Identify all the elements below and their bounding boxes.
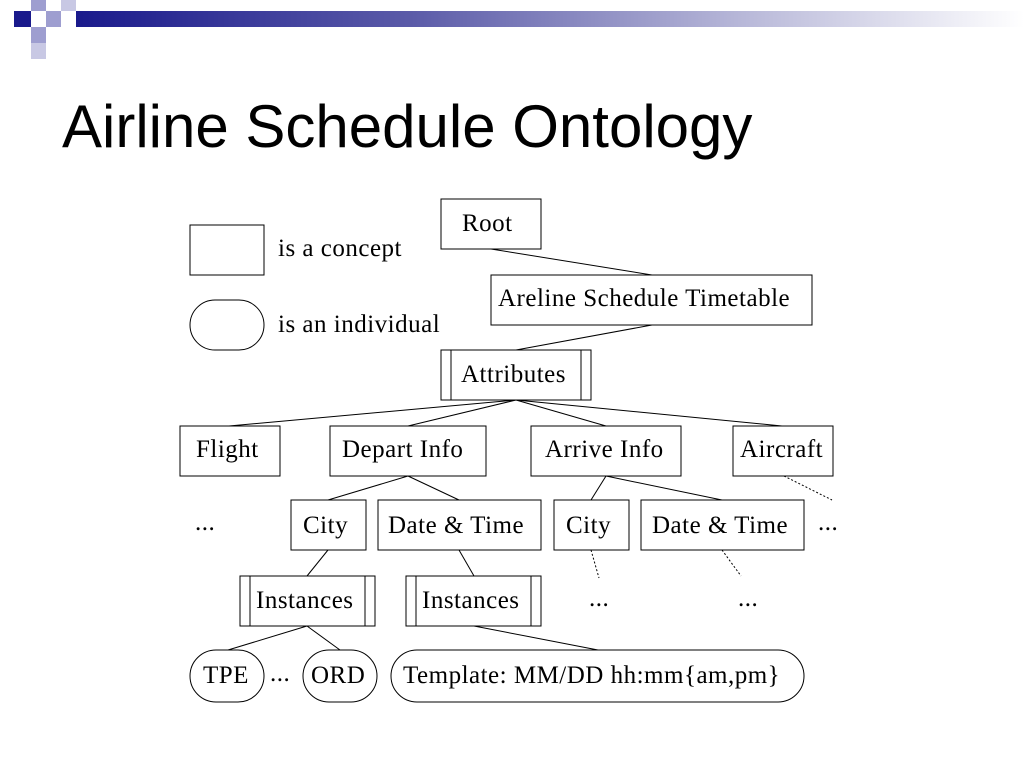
individual-tpe-label: TPE [203,662,249,689]
edge-instances-template [474,626,598,650]
node-depart-city-label: City [303,512,349,539]
node-attributes-label: Attributes [461,361,566,388]
node-instances-city-label: Instances [256,587,354,614]
node-flight-label: Flight [196,436,259,463]
edge-timetable-attributes [516,325,652,350]
edge-datetime-instances [459,550,474,576]
legend-individual-label: is an individual [278,311,441,338]
node-depart-info-label: Depart Info [342,436,464,463]
dotted-edge-aircraft [784,476,832,500]
node-instances-datetime-label: Instances [422,587,520,614]
node-depart-datetime-label: Date & Time [388,512,525,539]
legend-individual-shape [190,300,264,350]
node-arrive-datetime-label: Date & Time [652,512,789,539]
edge-city-instances [307,550,328,576]
edge-arrive-datetime [606,476,722,500]
edge-depart-city [328,476,408,500]
ellipsis-under-arrive-city: ... [589,585,610,612]
slide-title: Airline Schedule Ontology [62,93,753,160]
ellipsis-after-flight: ... [195,509,216,536]
edge-root-timetable [491,249,652,275]
node-arrive-info-label: Arrive Info [545,436,664,463]
individual-ord-label: ORD [311,662,366,689]
ellipsis-between-tpe-ord: ... [270,660,291,687]
edge-instances-ord [307,626,340,650]
individual-template-label: Template: MM/DD hh:mm{am,pm} [403,662,781,689]
edge-attributes-flight [229,400,516,426]
node-timetable-label: Areline Schedule Timetable [498,285,791,312]
ellipsis-under-arrive-datetime: ... [738,585,759,612]
edge-depart-datetime [408,476,459,500]
edge-attributes-depart [408,400,516,426]
legend-concept-box [190,225,264,275]
node-arrive-city-label: City [566,512,612,539]
ellipsis-after-datetime: ... [818,509,839,536]
node-root-label: Root [462,210,513,237]
edge-attributes-aircraft [516,400,782,426]
edge-arrive-city [591,476,606,500]
dotted-edge-arrive-city [591,550,599,578]
legend-concept-label: is a concept [278,235,403,262]
dotted-edge-arrive-datetime [722,550,741,576]
edge-instances-tpe [228,626,307,650]
node-aircraft-label: Aircraft [740,436,824,463]
